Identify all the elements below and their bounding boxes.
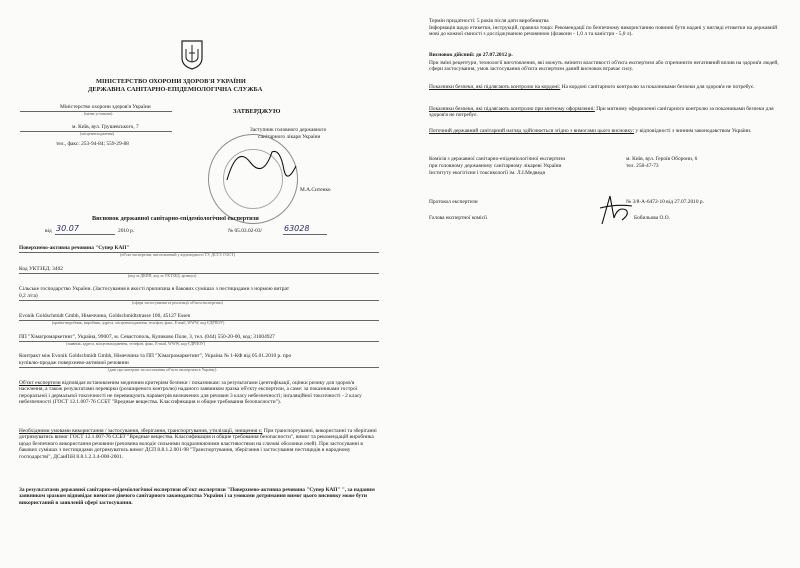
coat-of-arms-icon [181, 40, 203, 70]
manufacturer: Evonik Goldschmidt Gmbh, Німеччина, Goldschmidtstrasse 100, 45127 Essen [19, 313, 191, 319]
validity-label: Висновок дійсний: [429, 52, 475, 58]
commission-line-3: Інституту екогігієни і токсикології ім. Л.І.Медведя [429, 170, 545, 176]
shelf-life-label: Термін придатності: [429, 18, 476, 24]
head-signature [596, 190, 636, 230]
customs-control-text: При митному оформленні санітарного контролю за показниками безпеки для здоров'я не потребує. [429, 106, 774, 119]
customs-control-lead: Показники безпеки, які підлягають контролю при митному оформленні: [429, 106, 595, 112]
commission-address: м. Київ, вул. Героїв Оборони, 6 [626, 156, 698, 162]
org-address: м. Київ, вул. Грушевського, 7 [72, 124, 139, 130]
conditions-text: При транспортуванні, використанні та зберіганні дотримуватись вимог ГОСТ 12.1.007-76 ССБТ "Вредные вещества. Классификация и общие требования безопасности", вимог та рекомендацій виробника щодо безпечного використання речовини (речовина володіє сильними подразнюючими властивостями на слизові оболонки очей). При застосуванні в бакових сумішах з пестицидами дотримуватись вимог ДСП 8.8.1.2.001-98 "Транспортування, зберігання і застосування пестицидів в народному господарстві", ДСанПіН 8.8.1.2.3.4-000-2001. [19, 428, 377, 460]
current-supervision [429, 128, 779, 134]
approve-position-2: санітарного лікаря України [258, 134, 321, 140]
conclusion-paragraph: За результатами державної санітарно-епідеміологічної експертизи об'єкт експертизи "Поверхнево-активна речовина "Супер КАП" ", за наданим заявником зразком відповідає вимогам діючого санітарного законодавства України і за умовами дотримання вимог цього висновку може бути використаний в заявленій сфері застосування. [19, 487, 375, 506]
criteria-text: відповідає встановленим медичним критеріям безпеки / показникам: за результатами ідентифікації, оцінки ризику для здоров'я населення, а також результатами перевірки (розширеного контролю) наданого заявником зразка об'єкту експертизи, а саме: за показниками гострої пероральної і дермальної токсичності не перевищують параметрів визначених для речовин 3 класу небезпечності; інгаляційної токсичності - 2 класу небезпечності (ГОСТ 12.1.007-76 ССБТ "Вредные вещества. Классификация и общие требования безопасности"). [19, 380, 362, 406]
validity [429, 52, 513, 58]
usage-line-2: 0,2 л/га) [19, 293, 38, 299]
usage-caption: (сфера застосування та реалізації об'єкта експертизи) [132, 300, 223, 305]
org-name: Міністерство охорони здоров'я України [60, 104, 151, 110]
protocol-label: Протокол експертизи [429, 199, 478, 205]
label-info [429, 25, 779, 38]
protocol-value: № 3/8-А-6472-10 від 27.07.2010 р. [626, 199, 704, 205]
applicant-caption: (заявник, адреса, місцезнаходження, телефон, факс, E-mail, WWW, код ЄДРПОУ) [66, 341, 205, 346]
date-prefix: від [45, 228, 52, 234]
border-control [429, 84, 779, 90]
signature [222, 140, 302, 190]
label-info-label: Інформація щодо етикетки, інструкцій, правила тощо: [429, 25, 554, 31]
criteria-lead: Об'єкт експертизи [19, 380, 61, 386]
commission-phone: тел. 258-47-73 [626, 163, 659, 169]
label-info-text: Рекомендації по безпечному використанню повинні бути надані у вигляді етикетки на державній мові до кожної ємності з досліджуваною речовиною (флакони - 1,0 л та каністри - 5,0 л). [429, 25, 778, 38]
number-handwritten: 63028 [284, 224, 310, 233]
date-year: 2010 р. [118, 228, 135, 234]
commission-line-2: при головному державному санітарному лікареві України [429, 163, 562, 169]
ministry-heading: МІНІСТЕРСТВО ОХОРОНИ ЗДОРОВ'Я УКРАЇНИ [96, 78, 246, 85]
org-phone: тел., факс: 253-94-84; 559-29-88 [56, 141, 129, 147]
contract-line-1: Контракт між Evonik Goldschmidt Gmbh, Німеччина та ПП "Хімагромаркетинг", Україна № 1-КФ від 05.01.2010 р. про [19, 353, 292, 359]
conditions-paragraph [19, 428, 379, 460]
validity-value: до 27.07.2012 р. [475, 52, 513, 58]
current-supervision-lead: Поточний державний санітарний нагляд здійснюється згідно з вимогами цього висновку: [429, 128, 635, 134]
customs-control [429, 106, 779, 119]
approve-title: ЗАТВЕРДЖУЮ [233, 108, 281, 115]
border-control-text: На кордоні санітарного контролю за показниками безпеки для здоров'я не потребує. [560, 84, 755, 90]
service-heading: ДЕРЖАВНА САНІТАРНО-ЕПІДЕМІОЛОГІЧНА СЛУЖБА [88, 86, 263, 93]
divider [283, 234, 327, 235]
head-label: Голова експертної комісії [429, 215, 488, 221]
head-name: Бобильова О.О. [634, 215, 670, 221]
commission-line-1: Комісія з державної санітарно-епідеміологічної експертизи [429, 156, 566, 162]
shelf-life-value: 5 років після дати виробництва [476, 18, 549, 24]
contract-caption: (дані про контракт на постачання об'єкта експертизи в Україну) [108, 367, 217, 372]
date-handwritten: 30.07 [56, 224, 79, 233]
code-caption: (код за ДКПП, код за УКТЗЕД, артикул) [128, 273, 197, 278]
right-page [400, 0, 800, 568]
number-prefix: № 05.03.02-03/ [228, 228, 263, 234]
border-control-lead: Показники безпеки, які підлягають контролю на кордоні: [429, 84, 561, 90]
document-title: Висновок державної санітарно-епідеміологічної експертизи [92, 215, 259, 222]
applicant: ПП "Хімагромаркетинг", Україна, 99007, м. Севастополь, Куликово Поле, 3, тел. (044) 550-20-00, код: 31004927 [19, 334, 275, 340]
approve-position-1: Заступник головного державного [250, 127, 327, 133]
change-paragraph: При зміні рецептури, технології виготовлення, які можуть змінити властивості об'єкта експертизи або спричинити негативний вплив на здоров'я людей, сфери застосування, умов застосування об'єкта експертизи даний висновок втрачає силу. [429, 60, 779, 73]
approve-name: М.А.Ситенко [300, 187, 331, 193]
divider [55, 234, 115, 235]
manufacturer-caption: (країна-виробник, виробник, адреса, місцезнаходження, телефон, факс, E-mail, WWW, код ЄДРПОУ) [52, 320, 225, 325]
current-supervision-text: у відповідності з чинним законодавством України. [634, 128, 752, 134]
conditions-lead: Необхідними умовами використання / застосування, зберігання, транспортування, утилізації, знищення є: [19, 428, 263, 434]
product-code: Код УКТЗЕД: 3402 [19, 266, 63, 272]
product-name: Поверхнево-активна речовина "Супер КАП" [19, 245, 130, 251]
contract-line-2: купівлю-продаж поверхнево-активної речовини [19, 360, 129, 366]
org-address-caption: (місцезнаходження) [80, 131, 114, 136]
shelf-life [429, 18, 549, 24]
product-caption: (об'єкт експертизи, виготовлений у відповідності ТУ, ДСТУ, ГОСТ) [120, 252, 235, 257]
criteria-paragraph [19, 380, 379, 406]
usage-line-1: Сільське господарство України. (Застосування в якості прилипача в бакових сумішах з пестицидами з нормою витрат [19, 286, 290, 292]
divider [19, 273, 379, 274]
org-name-caption: (назва установи) [84, 111, 113, 116]
